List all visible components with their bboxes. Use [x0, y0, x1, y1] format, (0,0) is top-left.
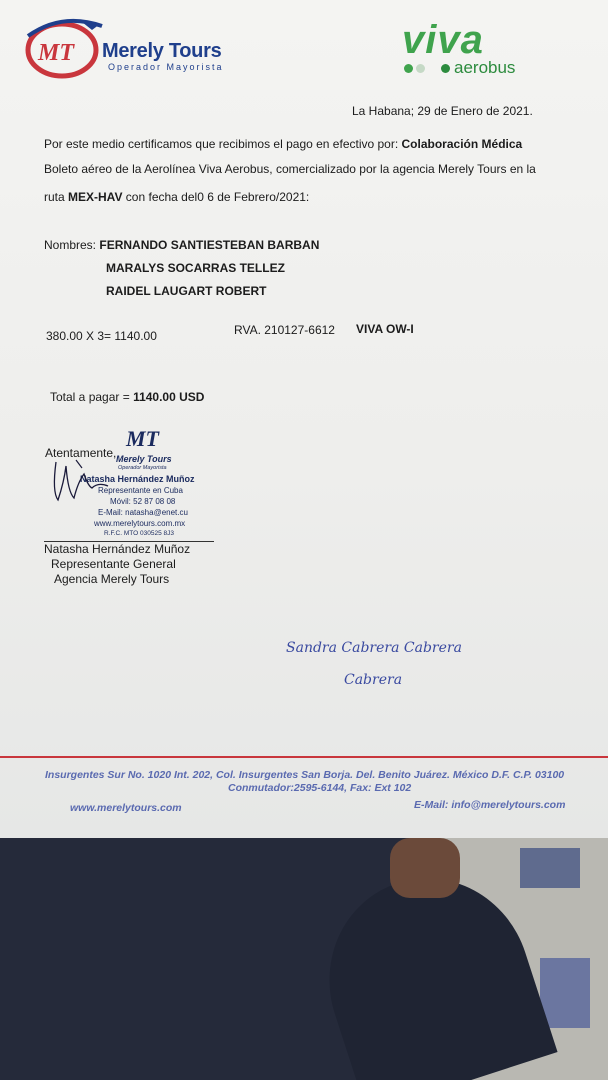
- merely-emblem-letters: MT: [38, 40, 74, 66]
- footer-phone: Conmutador:2595-6144, Fax: Ext 102: [228, 782, 412, 794]
- signer-agency: Agencia Merely Tours: [54, 572, 170, 586]
- merely-tours-subtitle: Operador Mayorista: [108, 62, 224, 72]
- hand: [390, 838, 460, 898]
- footer-email: E-Mail: info@merelytours.com: [414, 799, 566, 811]
- stamp-role: Representante en Cuba: [98, 486, 183, 495]
- signer-title: Representante General: [51, 557, 176, 571]
- certification-line-1: [44, 137, 522, 151]
- closing-salutation: Atentamente,: [45, 446, 117, 460]
- handwritten-signature: Cabrera: [344, 672, 403, 688]
- viva-dot-icon: [404, 64, 413, 73]
- certification-text: Por este medio certificamos que recibimos el pago en efectivo por:: [44, 137, 402, 151]
- stamp-subtitle: Operador Mayorista: [118, 465, 167, 471]
- stamp-company: Merely Tours: [116, 454, 172, 464]
- footer-website: www.merelytours.com: [70, 802, 182, 814]
- certification-line-3: [44, 190, 309, 204]
- certification-line-2: Boleto aéreo de la Aerolínea Viva Aerobus, comercializado por la agencia Merely Tours en la: [44, 162, 536, 176]
- footer-address: Insurgentes Sur No. 1020 Int. 202, Col. Insurgentes San Borja. Del. Benito Juárez. México D.F. C.P. 03100: [45, 769, 565, 781]
- total-label: Total a pagar =: [50, 390, 134, 404]
- place-date: La Habana; 29 de Enero de 2021.: [352, 104, 533, 118]
- total-line: [50, 390, 204, 404]
- price-calculation: 380.00 X 3= 1140.00: [46, 329, 157, 343]
- viva-logo-word: viva: [402, 18, 484, 62]
- signature-scribble: [48, 452, 118, 512]
- stamp-email: E-Mail: natasha@enet.cu: [98, 508, 188, 517]
- passenger-name: MARALYS SOCARRAS TELLEZ: [106, 261, 285, 275]
- total-amount: 1140.00 USD: [133, 390, 205, 404]
- route-code: MEX-HAV: [68, 190, 123, 204]
- reservation-code: RVA. 210127-6612: [234, 323, 335, 337]
- payer-name: Colaboración Médica: [401, 137, 523, 151]
- photo-background: [0, 838, 608, 1080]
- floor-tile-pattern: [520, 848, 580, 888]
- merely-tours-name: Merely Tours: [102, 40, 222, 62]
- viva-logo-aerobus: aerobus: [454, 58, 516, 77]
- footer-divider: [0, 756, 608, 758]
- stamp-mobile: Móvil: 52 87 08 08: [110, 497, 176, 506]
- stamp-name: Natasha Hernández Muñoz: [80, 474, 195, 484]
- passenger-name: FERNANDO SANTIESTEBAN BARBAN: [99, 238, 320, 252]
- viva-dot-icon: [416, 64, 425, 73]
- handwritten-name: Sandra Cabrera Cabrera: [286, 640, 462, 656]
- floor-tile-pattern: [540, 958, 590, 1028]
- route-date: con fecha del0 6 de Febrero/2021:: [122, 190, 310, 204]
- route-prefix: ruta: [44, 190, 69, 204]
- stamp-logo: MT: [126, 426, 159, 451]
- fare-class: VIVA OW-I: [356, 322, 414, 336]
- signer-name: Natasha Hernández Muñoz: [44, 542, 191, 556]
- stamp-rfc: R.F.C. MTO 030525 8J3: [104, 530, 174, 537]
- names-label: Nombres:: [44, 238, 100, 252]
- viva-dot-icon: [441, 64, 450, 73]
- stamp-website: www.merelytours.com.mx: [94, 519, 186, 528]
- merely-tours-emblem-icon: [22, 16, 112, 80]
- passenger-name: RAIDEL LAUGART ROBERT: [106, 284, 267, 298]
- names-line: [44, 238, 319, 252]
